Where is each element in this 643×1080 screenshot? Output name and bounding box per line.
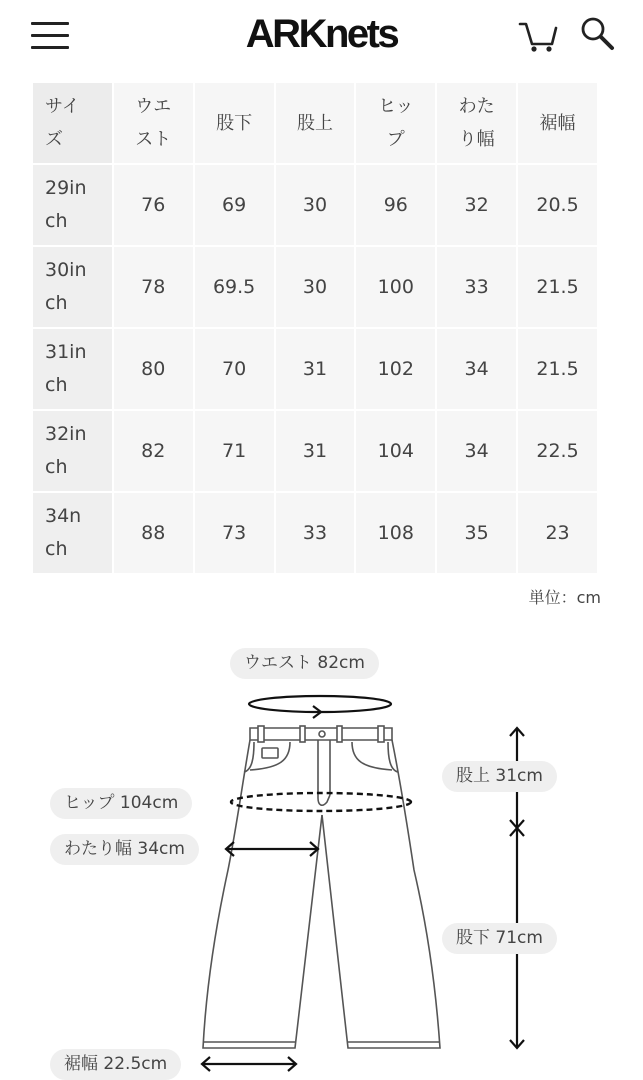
table-cell: 96 <box>356 165 435 245</box>
thigh-label: わたり幅 34cm <box>50 834 199 865</box>
size-text: ch <box>45 538 68 560</box>
size-cell <box>33 493 112 573</box>
table-row <box>33 411 597 491</box>
table-cell: 32 <box>437 165 516 245</box>
table-cell: 34 <box>437 329 516 409</box>
column-header <box>33 83 112 163</box>
hip-label: ヒップ 104cm <box>50 788 192 819</box>
column-header-text: プ <box>386 129 405 150</box>
hem-label: 裾幅 22.5cm <box>50 1049 181 1080</box>
column-header <box>276 83 355 163</box>
table-cell: 35 <box>437 493 516 573</box>
table-cell: 31 <box>276 411 355 491</box>
size-cell <box>33 329 112 409</box>
rise-label: 股上 31cm <box>442 761 557 792</box>
size-text: 29in <box>45 177 87 199</box>
table-row <box>33 493 597 573</box>
table-cell: 31 <box>276 329 355 409</box>
search-icon[interactable] <box>580 16 616 54</box>
table-cell: 82 <box>114 411 193 491</box>
table-cell: 69.5 <box>195 247 274 327</box>
cart-icon[interactable] <box>518 18 560 54</box>
table-row <box>33 329 597 409</box>
table-cell: 71 <box>195 411 274 491</box>
table-cell: 22.5 <box>518 411 597 491</box>
size-table <box>31 81 599 575</box>
column-header-text: ヒッ <box>378 96 414 117</box>
column-header-text: り幅 <box>458 129 495 150</box>
size-cell <box>33 165 112 245</box>
table-cell: 76 <box>114 165 193 245</box>
column-header-text: 股上 <box>296 112 333 134</box>
site-logo[interactable]: ARKnets <box>245 12 398 56</box>
table-cell: 21.5 <box>518 329 597 409</box>
column-header-text: サイ <box>45 96 80 117</box>
table-cell: 33 <box>276 493 355 573</box>
size-text: 32in <box>45 423 87 445</box>
table-cell: 30 <box>276 165 355 245</box>
measurement-diagram <box>0 630 643 1080</box>
column-header-text: スト <box>135 129 172 150</box>
size-text: 31in <box>45 341 87 363</box>
column-header-text: ウエ <box>135 96 172 117</box>
column-header-text: 裾幅 <box>539 112 576 134</box>
column-header <box>518 83 597 163</box>
size-text: 30in <box>45 259 87 281</box>
column-header <box>356 83 435 163</box>
column-header <box>437 83 516 163</box>
table-cell: 73 <box>195 493 274 573</box>
column-header-text: わた <box>458 96 495 117</box>
table-row <box>33 247 597 327</box>
size-text: ch <box>45 374 68 396</box>
size-text: 34n <box>45 505 82 527</box>
waist-label: ウエスト 82cm <box>230 648 379 679</box>
table-cell: 30 <box>276 247 355 327</box>
table-cell: 34 <box>437 411 516 491</box>
table-cell: 108 <box>356 493 435 573</box>
column-header-text: ズ <box>45 129 63 150</box>
size-cell <box>33 411 112 491</box>
size-cell <box>33 247 112 327</box>
column-header-text: 股下 <box>216 112 253 134</box>
table-cell: 88 <box>114 493 193 573</box>
table-cell: 102 <box>356 329 435 409</box>
size-text: ch <box>45 210 68 232</box>
column-header <box>114 83 193 163</box>
table-cell: 104 <box>356 411 435 491</box>
size-text: ch <box>45 292 68 314</box>
header <box>0 0 643 76</box>
table-cell: 21.5 <box>518 247 597 327</box>
table-cell: 78 <box>114 247 193 327</box>
size-text: ch <box>45 456 68 478</box>
column-header <box>195 83 274 163</box>
table-cell: 80 <box>114 329 193 409</box>
table-cell: 20.5 <box>518 165 597 245</box>
unit-label: 単位：cm <box>528 588 601 607</box>
table-cell: 100 <box>356 247 435 327</box>
table-header-row <box>33 83 597 163</box>
table-row <box>33 165 597 245</box>
inseam-label: 股下 71cm <box>442 923 557 954</box>
table-cell: 69 <box>195 165 274 245</box>
table-cell: 70 <box>195 329 274 409</box>
table-cell: 33 <box>437 247 516 327</box>
table-cell: 23 <box>518 493 597 573</box>
